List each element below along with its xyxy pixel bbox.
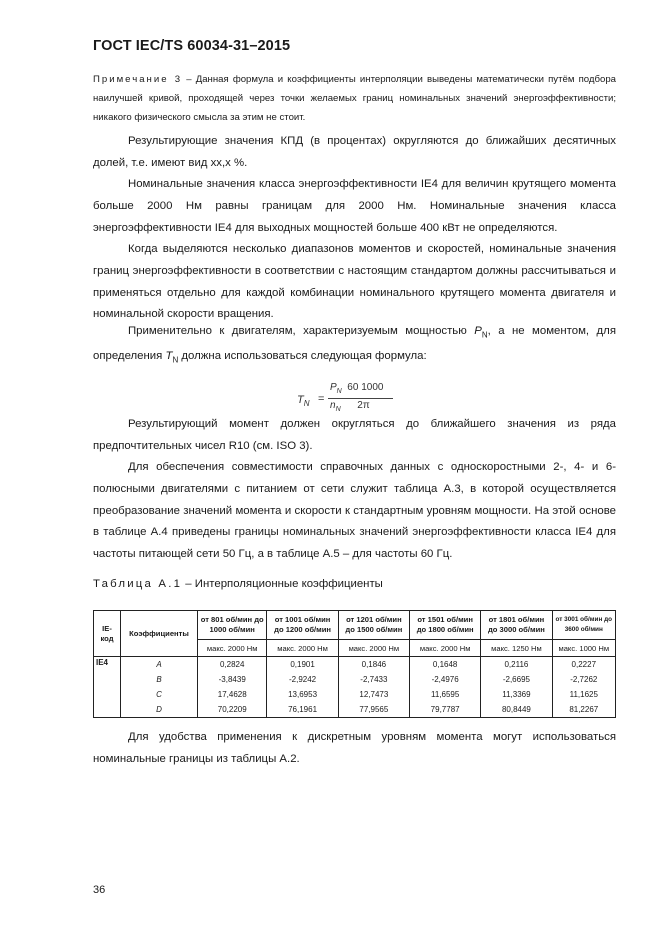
- value-cell: 11,6595: [410, 687, 481, 702]
- value-cell: 11,3369: [481, 687, 552, 702]
- coef-cell: B: [121, 672, 198, 687]
- value-cell: -2,4976: [410, 672, 481, 687]
- symbol-p: P: [474, 325, 482, 337]
- value-cell: 76,1961: [267, 702, 338, 718]
- value-cell: 12,7473: [338, 687, 409, 702]
- symbol-t: T: [165, 350, 173, 363]
- value-cell: 0,2227: [552, 657, 615, 673]
- paragraph-rounding: Результирующие значения КПД (в процентах) округляются до ближайших десятичных долей, т.е. имеют вид xx,x %.: [93, 135, 616, 169]
- unit-cell: макс. 2000 Нм: [410, 640, 481, 657]
- value-cell: 0,2116: [481, 657, 552, 673]
- value-cell: 11,1625: [552, 687, 615, 702]
- note-label: Примечание 3: [93, 74, 183, 85]
- document-header: ГОСТ IEC/TS 60034-31–2015: [93, 38, 291, 54]
- formula-equals: =: [318, 393, 325, 405]
- note-text: – Данная формула и коэффициенты интерполяции выведены математически путём подбора наилучшей кривой, проходящей через точки желаемых границ номинальных значений энергоэффективности; никакого физического смысла за этим не стоит.: [93, 74, 616, 124]
- page-number: 36: [93, 884, 106, 896]
- text-fragment: Применительно к двигателям, характеризуемым мощностью: [128, 325, 475, 337]
- text-fragment: должна использоваться следующая формула:: [178, 350, 427, 363]
- header-range: от 1201 об/мин до 1500 об/мин: [338, 611, 409, 640]
- subscript-n: N: [172, 355, 179, 365]
- value-cell: -2,7433: [338, 672, 409, 687]
- value-cell: 70,2209: [198, 702, 267, 718]
- header-coefficients: Коэффициенты: [121, 611, 198, 657]
- header-range: от 3001 об/мин до 3600 об/мин: [552, 611, 615, 640]
- unit-cell: макс. 1000 Нм: [552, 640, 615, 657]
- value-cell: -3,8439: [198, 672, 267, 687]
- table-header-row: [94, 611, 616, 640]
- interpolation-table: [93, 610, 616, 718]
- value-cell: -2,6695: [481, 672, 552, 687]
- coef-cell: D: [121, 702, 198, 718]
- unit-cell: макс. 2000 Нм: [267, 640, 338, 657]
- value-cell: -2,9242: [267, 672, 338, 687]
- header-range: от 801 об/мин до 1000 об/мин: [198, 611, 267, 640]
- value-cell: 13,6953: [267, 687, 338, 702]
- table-caption: [93, 578, 383, 590]
- table-caption-text: – Интерполяционные коэффициенты: [182, 578, 383, 590]
- paragraph-power-formula: [93, 321, 616, 371]
- table-row: [94, 702, 616, 718]
- fraction-bar: [328, 398, 393, 399]
- value-cell: -2,7262: [552, 672, 615, 687]
- value-cell: 17,4628: [198, 687, 267, 702]
- value-cell: 77,9565: [338, 702, 409, 718]
- note-3: [93, 70, 616, 128]
- paragraph-ranges: Когда выделяются несколько диапазонов моментов и скоростей, номинальные значения границ энергоэффективности в соответствии с настоящим стандартом должны рассчитываться и применяться отдельно для каждой комбинации номинального крутящего момента двигателя и номинальной скорости вращения.: [93, 243, 616, 321]
- paragraph-discrete-levels: Для удобства применения к дискретным уровням момента могут использоваться номинальные границы из таблицы А.2.: [93, 731, 616, 765]
- value-cell: 0,1846: [338, 657, 409, 673]
- coef-cell: A: [121, 657, 198, 673]
- header-range: от 1001 об/мин до 1200 об/мин: [267, 611, 338, 640]
- subscript-n: N: [481, 330, 488, 340]
- formula-lhs: $T_N$: [297, 394, 310, 409]
- formula-denominator: $n_N$ 2π: [330, 400, 370, 413]
- table-row: [94, 687, 616, 702]
- value-cell: 79,7787: [410, 702, 481, 718]
- header-ie-code: IE-код: [94, 611, 121, 657]
- formula-numerator: $P_N$ 60 1000: [330, 382, 384, 395]
- paragraph-compatibility: Для обеспечения совместимости справочных данных с односкоростными 2-, 4- и 6-полюсными двигателями с питанием от сети служит таблица А.3, в которой осуществляется преобразование значений момента и скорости к стандартным уровням мощности. На этой основе в таблице А.4 приведены границы номинальных значений энергоэффективности класса IE4 для частоты питающей сети 50 Гц, а в таблице А.5 – для частоты 60 Гц.: [93, 461, 616, 561]
- table-row: [94, 657, 616, 673]
- header-range: от 1501 об/мин до 1800 об/мин: [410, 611, 481, 640]
- unit-cell: макс. 2000 Нм: [338, 640, 409, 657]
- value-cell: 80,8449: [481, 702, 552, 718]
- header-range: от 1801 об/мин до 3000 об/мин: [481, 611, 552, 640]
- value-cell: 0,1901: [267, 657, 338, 673]
- torque-formula: [297, 382, 407, 418]
- unit-cell: макс. 2000 Нм: [198, 640, 267, 657]
- value-cell: 0,1648: [410, 657, 481, 673]
- text-fragment: , а не моментом, для определения: [93, 325, 616, 363]
- coef-cell: C: [121, 687, 198, 702]
- unit-cell: макс. 1250 Нм: [481, 640, 552, 657]
- table-row: [94, 672, 616, 687]
- value-cell: 0,2824: [198, 657, 267, 673]
- paragraph-torque-limits: Номинальные значения класса энергоэффективности IE4 для величин крутящего момента больше 2000 Нм равны границам для 2000 Нм. Номинальные значения класса энергоэффективности IE4 для выходных мощностей больше 400 кВт не определяются.: [93, 178, 616, 234]
- ie-code-cell: IE4: [94, 657, 121, 718]
- value-cell: 81,2267: [552, 702, 615, 718]
- paragraph-r10: Результирующий момент должен округляться до ближайшего значения из ряда предпочтительных чисел R10 (см. ISO 3).: [93, 418, 616, 452]
- table-caption-label: Таблица А.1: [93, 578, 183, 590]
